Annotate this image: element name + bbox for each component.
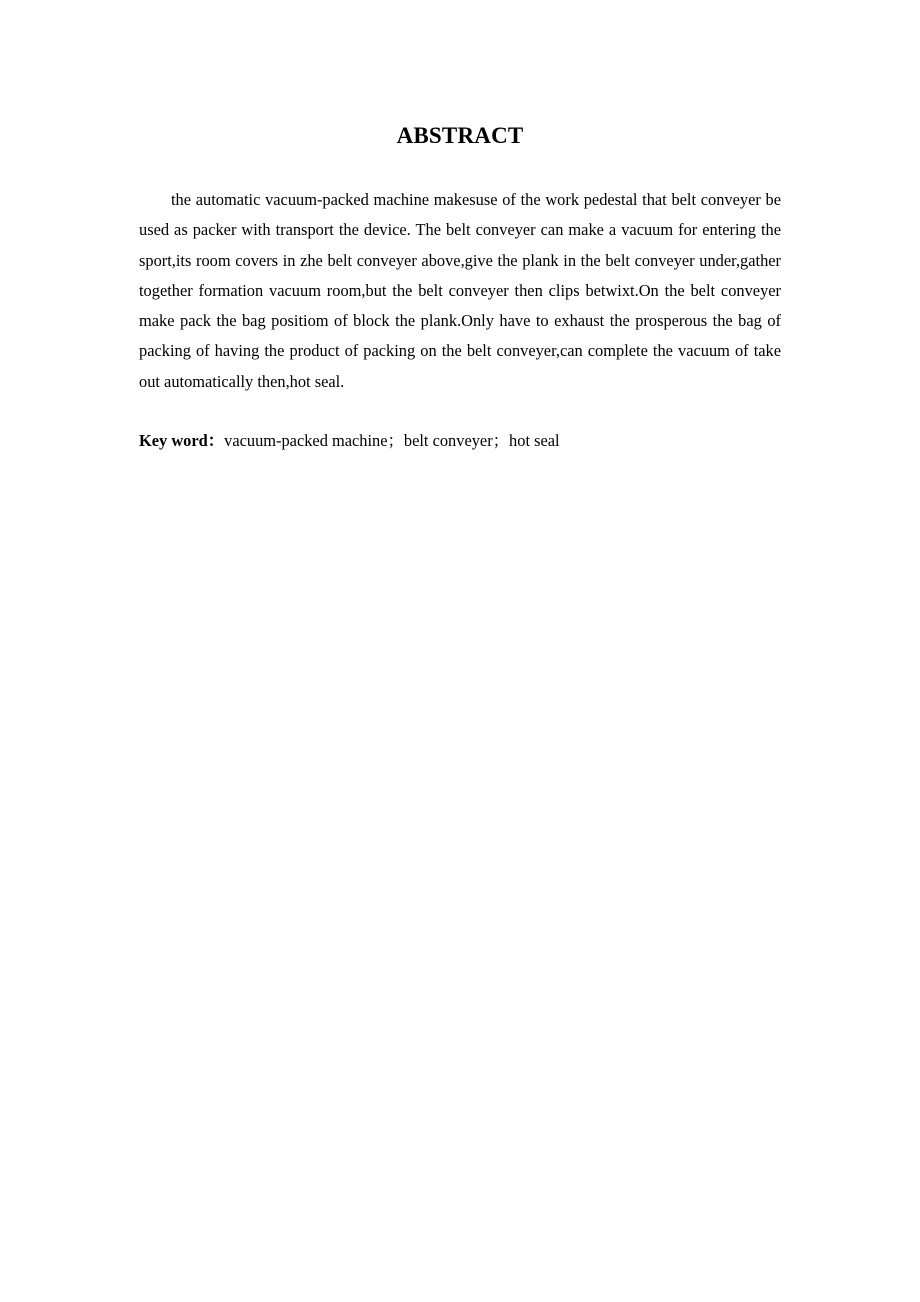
abstract-body: the automatic vacuum-packed machine makesuse of the work pedestal that belt conveyer be used as packer with transport the device. The belt conveyer can make a vacuum for entering the sport,its room covers in zhe belt conveyer above,give the plank in the belt conveyer under,gather together formation vacuum room,but the belt conveyer then clips betwixt.On the belt conveyer make pack the bag positiom of block the plank.Only have to exhaust the prosperous the bag of packing of having the product of packing on the belt conveyer,can complete the vacuum of take out automatically then,hot seal.: [139, 190, 781, 391]
keywords-line: [139, 426, 781, 456]
keywords-label: Key word：: [139, 431, 225, 450]
keyword-item: vacuum-packed machine；: [224, 431, 404, 450]
keyword-item: hot seal: [509, 431, 560, 450]
keyword-item: belt conveyer；: [403, 431, 510, 450]
abstract-title: ABSTRACT: [396, 123, 524, 148]
